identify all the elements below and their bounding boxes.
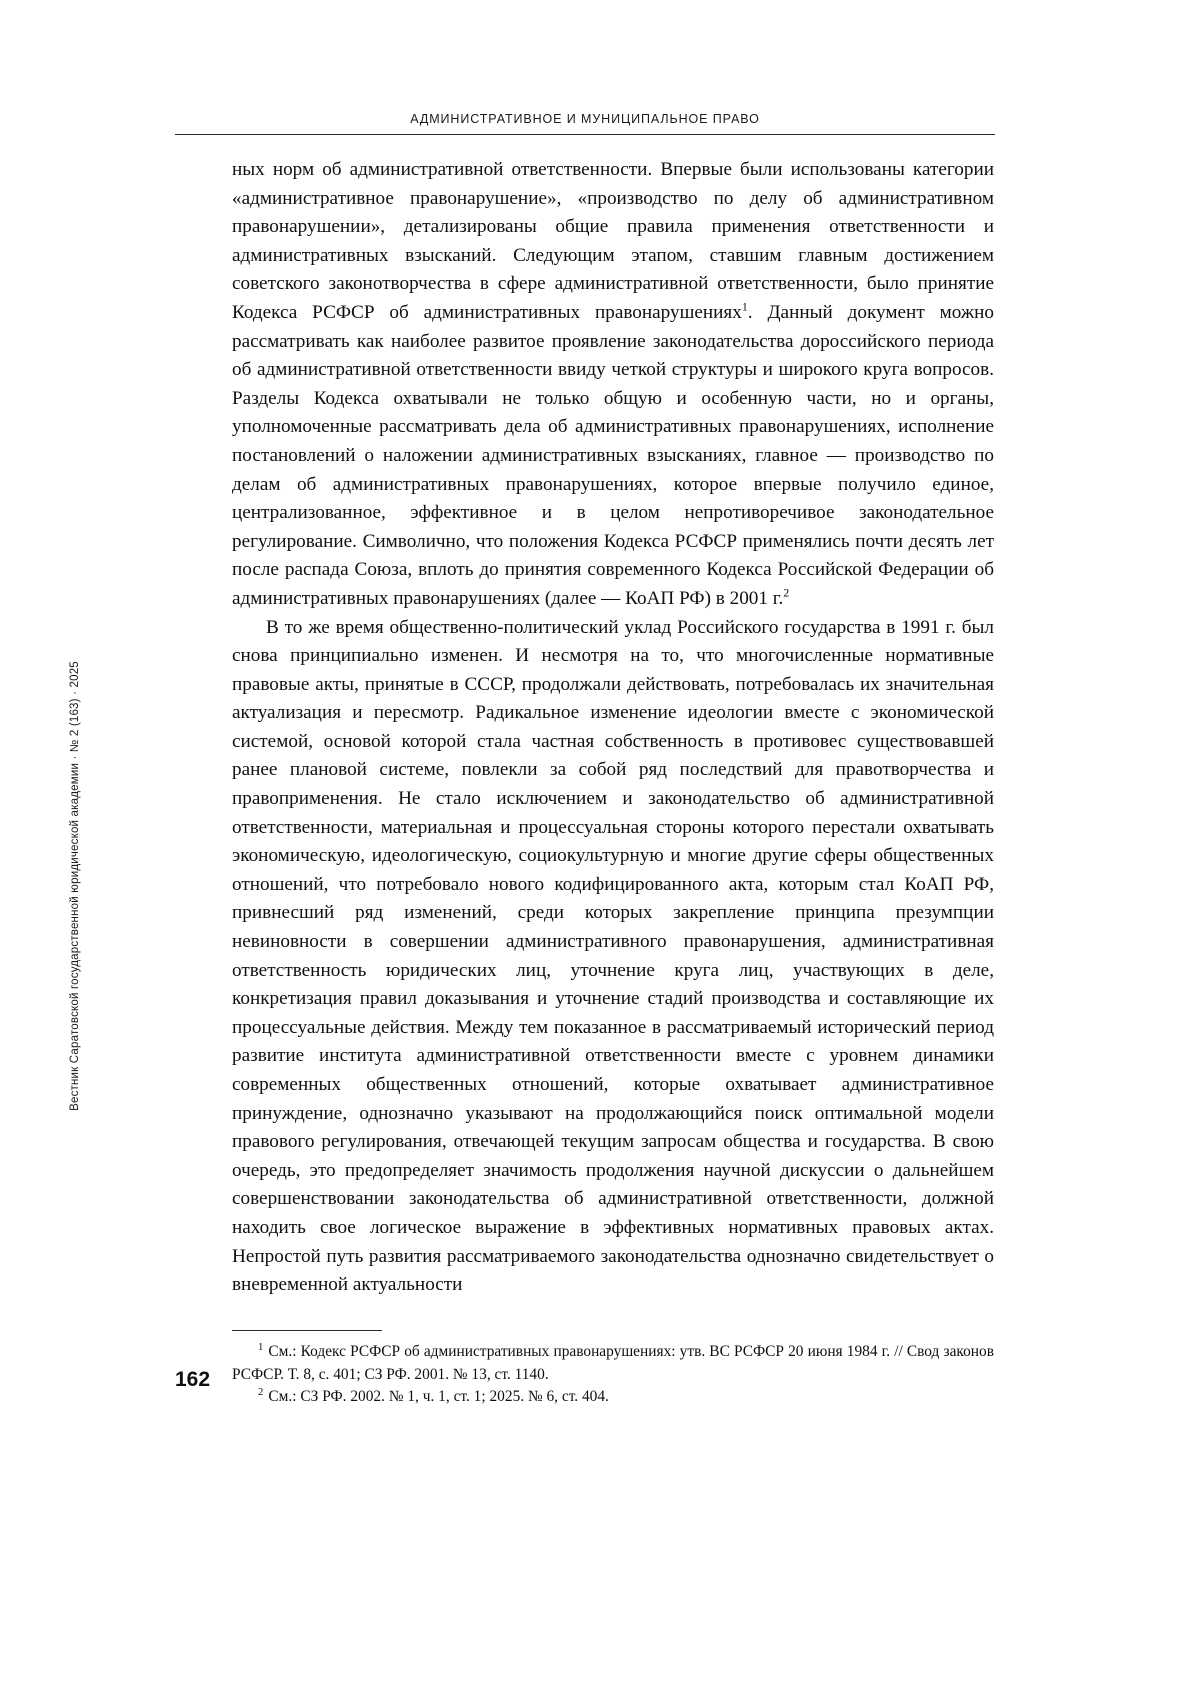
header-divider [175,134,995,135]
footnote-ref-2[interactable]: 2 [783,585,790,600]
paragraph-2: В то же время общественно-политический уклад Российского государства в 1991 г. был снова принципиально изменен. И несмотря на то, что многочисленные нормативные правовые акты, принятые в СССР, продолжали действовать, потребовалась их значительная актуализация и пересмотр. Радикальное изменение идеологии вместе с экономической системой, основой которой стала частная собственность в противовес существовавшей ранее плановой системе, повлекли за собой ряд последствий для правотворчества и правоприменения. Не стало исключением и законодательство об административной ответственности, материальная и процессуальная стороны которого перестали охватывать экономическую, идеологическую, социокультурную и многие другие сферы общественных отношений, что потребовало нового кодифицированного акта, которым стал КоАП РФ, привнесший ряд изменений, среди которых закрепление принципа презумпции невиновности в совершении административного правонарушения, административная ответственность юридических лиц, уточнение круга лиц, участвующих в деле, конкретизация правил доказывания и уточнение стадий производства и составляющие их процессуальные действия. Между тем показанное в рассматриваемый исторический период развитие института административной ответственности вместе с уровнем динамики современных общественных отношений, которые охватывает административное принуждение, однозначно указывают на продолжающийся поиск оптимальной модели правового регулирования, отвечающей текущим запросам общества и государства. В свою очередь, это предопределяет значимость продолжения научной дискуссии о дальнейшем совершенствовании законодательства об административной ответственности, должной находить свое логическое выражение в эффективных нормативных правовых актах. Непростой путь развития рассматриваемого законодательства однозначно свидетельствует о вневременной актуальности [232,616,994,1296]
footnote-item [232,1386,994,1409]
paragraph-1-text: ных норм об административной ответственности. Впервые были использованы категории «административное правонарушение», «производство по делу об административном правонарушении», детализированы общие правила применения ответственности и административных взысканий. Следующим этапом, ставшим главным достижением советского законотворчества в сфере административной ответственности, было принятие Кодекса РСФСР об административных правонарушениях [232,159,994,323]
journal-side-caption: Вестник Саратовской государственной юридической академии · № 2 (163) · 2025 [69,661,81,1111]
running-head: АДМИНИСТРАТИВНОЕ И МУНИЦИПАЛЬНОЕ ПРАВО [410,112,760,126]
footnotes-block [232,1341,994,1409]
page-number: 162 [175,1368,211,1391]
paragraph-1 [232,156,994,614]
footnote-number: 1 [258,1340,264,1353]
footnote-divider [232,1330,382,1331]
footnote-number: 2 [258,1385,264,1398]
paragraph-1-continued: . Данный документ можно рассматривать как наиболее развитое проявление законодательства дороссийского периода об административной ответственности ввиду четкой структуры и широкого круга вопросов. Разделы Кодекса охватывали не только общую и особенную части, но и органы, уполномоченные рассматривать дела об административных правонарушениях, исполнение постановлений о наложении административных взысканиях, главное — производство по делам об административных правонарушениях, которое впервые получило единое, централизованное, эффективное и в целом непротиворечивое законодательное регулирование. Символично, что положения Кодекса РСФСР применялись почти десять лет после распада Союза, вплоть до принятия современного Кодекса Российской Федерации об административных правонарушениях (далее — КоАП РФ) в 2001 г. [232,301,994,609]
footnote-item [232,1341,994,1386]
footnote-text: См.: СЗ РФ. 2002. № 1, ч. 1, ст. 1; 2025. № 6, ст. 404. [268,1388,609,1405]
footnote-text: См.: Кодекс РСФСР об административных правонарушениях: утв. ВС РСФСР 20 июня 1984 г. // Свод законов РСФСР. Т. 8, с. 401; СЗ РФ. 2001. № 13, ст. 1140. [232,1343,994,1383]
body-column [232,156,994,1300]
footnote-ref-1[interactable]: 1 [741,299,748,314]
